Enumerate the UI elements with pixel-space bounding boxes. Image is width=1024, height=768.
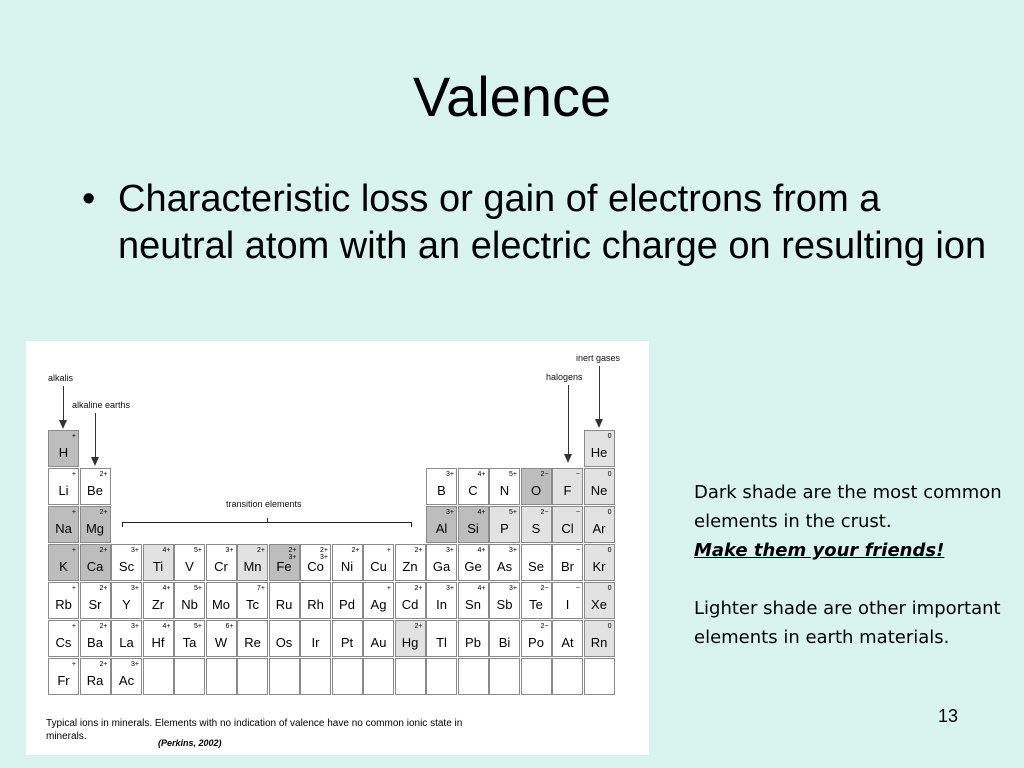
element-valence: 3+ [131,661,139,668]
element-symbol: Au [370,635,387,650]
element-cell-zr [143,582,174,619]
element-valence: 6+ [225,623,234,630]
element-symbol: Rn [590,635,608,650]
empty-cell [143,658,174,695]
element-valence: + [71,547,76,554]
element-valence: 0 [607,623,612,630]
arrow-inert-gases-head [595,419,603,428]
element-symbol: Sc [118,559,135,574]
element-valence: 4+ [162,623,171,630]
element-cell-ag [363,582,394,619]
element-cell-ar [584,506,615,543]
element-cell-te [521,582,552,619]
element-valence: 2+ 3+ [320,547,328,561]
element-cell-li [48,468,79,505]
element-cell-tl [426,620,457,657]
element-symbol: Be [87,483,103,498]
element-valence: + [71,509,76,516]
note-light-shade: Lighter shade are other important elements in earth materials. [694,598,1001,648]
element-cell-ga [426,544,457,581]
element-cell-w [206,620,237,657]
element-valence: 2+ [99,547,108,554]
element-symbol: Hg [401,635,419,650]
element-valence: 2− [540,585,549,592]
element-cell-si [458,506,489,543]
element-valence: 4+ [477,585,486,592]
element-cell-he [584,430,615,467]
element-symbol: Bi [498,635,511,650]
element-valence: 2+ [414,547,423,554]
element-valence: 5+ [194,585,202,592]
element-cell-nb [174,582,205,619]
element-symbol: Al [435,521,448,536]
bullet-text: Characteristic loss or gain of electrons from a neutral atom with an electric charge on resulting ion [118,178,987,267]
element-symbol: Cl [561,521,574,536]
element-symbol: Ra [86,673,104,688]
element-cell-zn [395,544,426,581]
element-cell-be [80,468,111,505]
element-cell-cr [206,544,237,581]
element-cell-al [426,506,457,543]
bullet-marker: • [82,178,96,220]
element-valence: 2+ [99,471,108,478]
element-cell-fe [269,544,300,581]
element-valence: 3+ [509,585,517,592]
label-alkaline-earths: alkaline earths [72,400,131,410]
element-valence: 3+ [131,623,139,630]
empty-cell [426,658,457,695]
empty-cell [237,658,268,695]
element-valence: 2− [540,623,549,630]
element-valence: 0 [607,585,612,592]
element-cell-mn [237,544,268,581]
element-cell-hg [395,620,426,657]
element-cell-n [489,468,520,505]
element-valence: 3+ [131,547,139,554]
element-valence: 3+ [131,585,139,592]
element-valence: 3+ [446,509,454,516]
empty-cell [174,658,205,695]
element-cell-ba [80,620,111,657]
element-symbol: As [496,559,513,574]
element-valence: 5+ [194,547,202,554]
element-valence: 2− [540,471,549,478]
element-symbol: At [561,635,574,650]
figure-caption: Typical ions in minerals. Elements with no indication of valence have no common ionic state in minerals. [46,718,463,742]
notes-box [694,478,1014,652]
element-valence: 4+ [162,585,171,592]
element-cell-ra [80,658,111,695]
element-symbol: V [185,559,194,574]
element-valence: + [386,585,391,592]
figure-citation: (Perkins, 2002) [158,738,222,748]
element-symbol: Pd [339,597,355,612]
element-symbol: Li [58,483,69,498]
element-valence: 2+ [414,585,423,592]
element-valence: 2+ [351,547,360,554]
element-valence: 4+ [477,509,486,516]
element-valence: 0 [607,433,612,440]
element-symbol: Ba [87,635,103,650]
element-cell-cs [48,620,79,657]
element-cell-v [174,544,205,581]
element-symbol: Rb [55,597,72,612]
element-symbol: Si [467,521,479,536]
element-cell-sr [80,582,111,619]
element-valence: 7+ [257,585,265,592]
element-symbol: S [531,521,541,536]
element-symbol: Br [561,559,574,574]
element-cell-kr [584,544,615,581]
element-cell-fr [48,658,79,695]
element-symbol: Ag [370,597,387,612]
element-symbol: In [436,597,447,612]
element-valence: + [71,585,76,592]
element-cell-c [458,468,489,505]
slide-title: Valence [412,65,612,128]
empty-cell [395,658,426,695]
element-symbol: Nb [181,597,198,612]
label-alkalis: alkalis [48,373,74,383]
element-cell-re [237,620,268,657]
element-valence: 2+ [414,623,423,630]
element-cell-br [552,544,583,581]
element-cell-ni [332,544,363,581]
element-symbol: Os [275,635,293,650]
element-symbol: B [437,483,446,498]
element-cell-sc [111,544,142,581]
element-symbol: Te [529,597,543,612]
element-symbol: Sn [465,597,481,612]
element-symbol: P [500,521,509,536]
element-cell-rn [584,620,615,657]
element-cell-p [489,506,520,543]
element-symbol: He [590,445,608,460]
element-cell-bi [489,620,520,657]
element-cell-pt [332,620,363,657]
element-symbol: Mo [211,597,231,612]
element-symbol: Fe [276,559,292,574]
element-symbol: Ta [182,635,197,650]
element-symbol: C [468,483,478,498]
element-symbol: Mg [85,521,105,536]
element-symbol: Na [55,521,72,536]
element-cell-cd [395,582,426,619]
element-symbol: Ir [311,635,320,650]
element-symbol: Ru [275,597,293,612]
element-valence: 2+ [99,623,108,630]
element-cell-hf [143,620,174,657]
element-cell-b [426,468,457,505]
element-valence: 2+ [99,661,108,668]
element-symbol: Cd [401,597,419,612]
empty-cell [300,658,331,695]
element-valence: 4+ [477,471,486,478]
arrow-alkaline-earths-head [91,457,99,466]
element-valence: − [575,547,580,554]
element-cell-au [363,620,394,657]
arrow-halogens [568,385,569,454]
element-symbol: Cr [214,559,228,574]
element-valence: 3+ [446,585,454,592]
element-cell-i [552,582,583,619]
element-symbol: Ne [590,483,608,498]
arrow-inert-gases [599,366,600,419]
element-symbol: Co [307,559,324,574]
element-cell-xe [584,582,615,619]
element-cell-k [48,544,79,581]
element-symbol: Pb [465,635,481,650]
label-transition-elements: transition elements [226,499,302,509]
empty-cell [489,658,520,695]
element-valence: + [71,433,76,440]
arrow-alkaline-earths [95,413,96,457]
empty-cell [521,658,552,695]
element-cell-co [300,544,331,581]
element-valence: 5+ [509,509,517,516]
empty-cell [269,658,300,695]
element-cell-y [111,582,142,619]
element-cell-o [521,468,552,505]
element-symbol: N [499,483,510,498]
element-cell-se [521,544,552,581]
element-valence: 3+ [509,547,517,554]
element-cell-mo [206,582,237,619]
element-symbol: Ni [340,559,354,574]
element-valence: 5+ [509,471,517,478]
note-dark-shade: Dark shade are the most common elements in the crust. [694,482,1002,532]
element-cell-na [48,506,79,543]
element-cell-ir [300,620,331,657]
element-symbol: I [565,597,570,612]
element-cell-ta [174,620,205,657]
element-symbol: Hf [151,635,165,650]
element-cell-os [269,620,300,657]
element-cell-sn [458,582,489,619]
arrow-alkalis [63,386,64,420]
element-cell-cu [363,544,394,581]
element-cell-f [552,468,583,505]
element-cell-ne [584,468,615,505]
element-symbol: Ga [432,559,451,574]
element-valence: 4+ [162,547,171,554]
element-valence: + [71,623,76,630]
element-valence: + [386,547,391,554]
element-symbol: Ti [152,559,164,574]
element-symbol: Re [244,635,261,650]
element-symbol: F [563,483,572,498]
element-cell-la [111,620,142,657]
element-symbol: Zn [402,559,418,574]
element-symbol: Fr [57,673,70,688]
element-cell-as [489,544,520,581]
element-symbol: Ca [86,559,104,574]
note-spacer [694,565,1014,594]
empty-cell [206,658,237,695]
element-cell-ca [80,544,111,581]
element-valence: + [71,471,76,478]
element-cell-rh [300,582,331,619]
element-valence: 3+ [225,547,234,554]
element-symbol: Zr [151,597,165,612]
element-symbol: Sb [496,597,513,612]
element-valence: + [71,661,76,668]
element-valence: 2+ [99,585,108,592]
element-symbol: Rh [307,597,324,612]
element-symbol: Cu [370,559,387,574]
element-valence: 5+ [194,623,202,630]
element-symbol: Se [528,559,544,574]
element-cell-s [521,506,552,543]
element-valence: 2+ [257,547,265,554]
element-cell-in [426,582,457,619]
element-valence: 2+ [99,509,108,516]
element-symbol: Po [528,635,544,650]
element-symbol: Ac [118,673,135,688]
element-symbol: Xe [591,597,607,612]
element-cell-ru [269,582,300,619]
element-symbol: W [214,635,228,650]
element-symbol: Sr [88,597,102,612]
element-valence: − [575,509,580,516]
transition-brace-mid [267,518,268,523]
element-symbol: Cs [55,635,72,650]
transition-brace-right [411,522,412,527]
element-valence: − [575,585,580,592]
element-cell-ac [111,658,142,695]
element-symbol: Mn [243,559,262,574]
element-cell-mg [80,506,111,543]
element-cell-pd [332,582,363,619]
element-valence: 3+ [446,471,454,478]
element-symbol: Pt [340,635,354,650]
element-cell-pb [458,620,489,657]
element-valence: 2− [540,509,549,516]
element-symbol: K [59,559,68,574]
element-cell-po [521,620,552,657]
element-symbol: Ar [592,521,606,536]
empty-cell [584,658,615,695]
empty-cell [458,658,489,695]
element-valence: − [575,471,580,478]
element-symbol: La [119,635,134,650]
element-cell-ti [143,544,174,581]
empty-cell [363,658,394,695]
element-valence: 0 [607,471,612,478]
element-cell-h [48,430,79,467]
element-cell-at [552,620,583,657]
element-valence: 4+ [477,547,486,554]
element-symbol: H [58,445,69,460]
periodic-table-figure [26,341,649,755]
label-inert-gases: inert gases [576,353,621,363]
element-symbol: Y [122,597,131,612]
element-valence: 3+ [446,547,454,554]
element-symbol: Kr [592,559,606,574]
page-number: 13 [938,706,959,726]
arrow-alkalis-head [59,420,67,429]
element-symbol: Ge [464,559,482,574]
element-symbol: Tl [436,635,447,650]
element-cell-cl [552,506,583,543]
empty-cell [552,658,583,695]
element-symbol: Tc [246,597,259,612]
element-cell-tc [237,582,268,619]
label-halogens: halogens [546,372,583,382]
element-cell-sb [489,582,520,619]
element-valence: 0 [607,509,612,516]
note-friends: Make them your friends! [694,540,945,561]
empty-cell [332,658,363,695]
arrow-halogens-head [564,454,572,463]
element-valence: 0 [607,547,612,554]
element-cell-ge [458,544,489,581]
element-valence: 2+ 3+ [288,547,297,561]
transition-brace-left [122,522,123,527]
element-cell-rb [48,582,79,619]
element-symbol: O [530,483,542,498]
